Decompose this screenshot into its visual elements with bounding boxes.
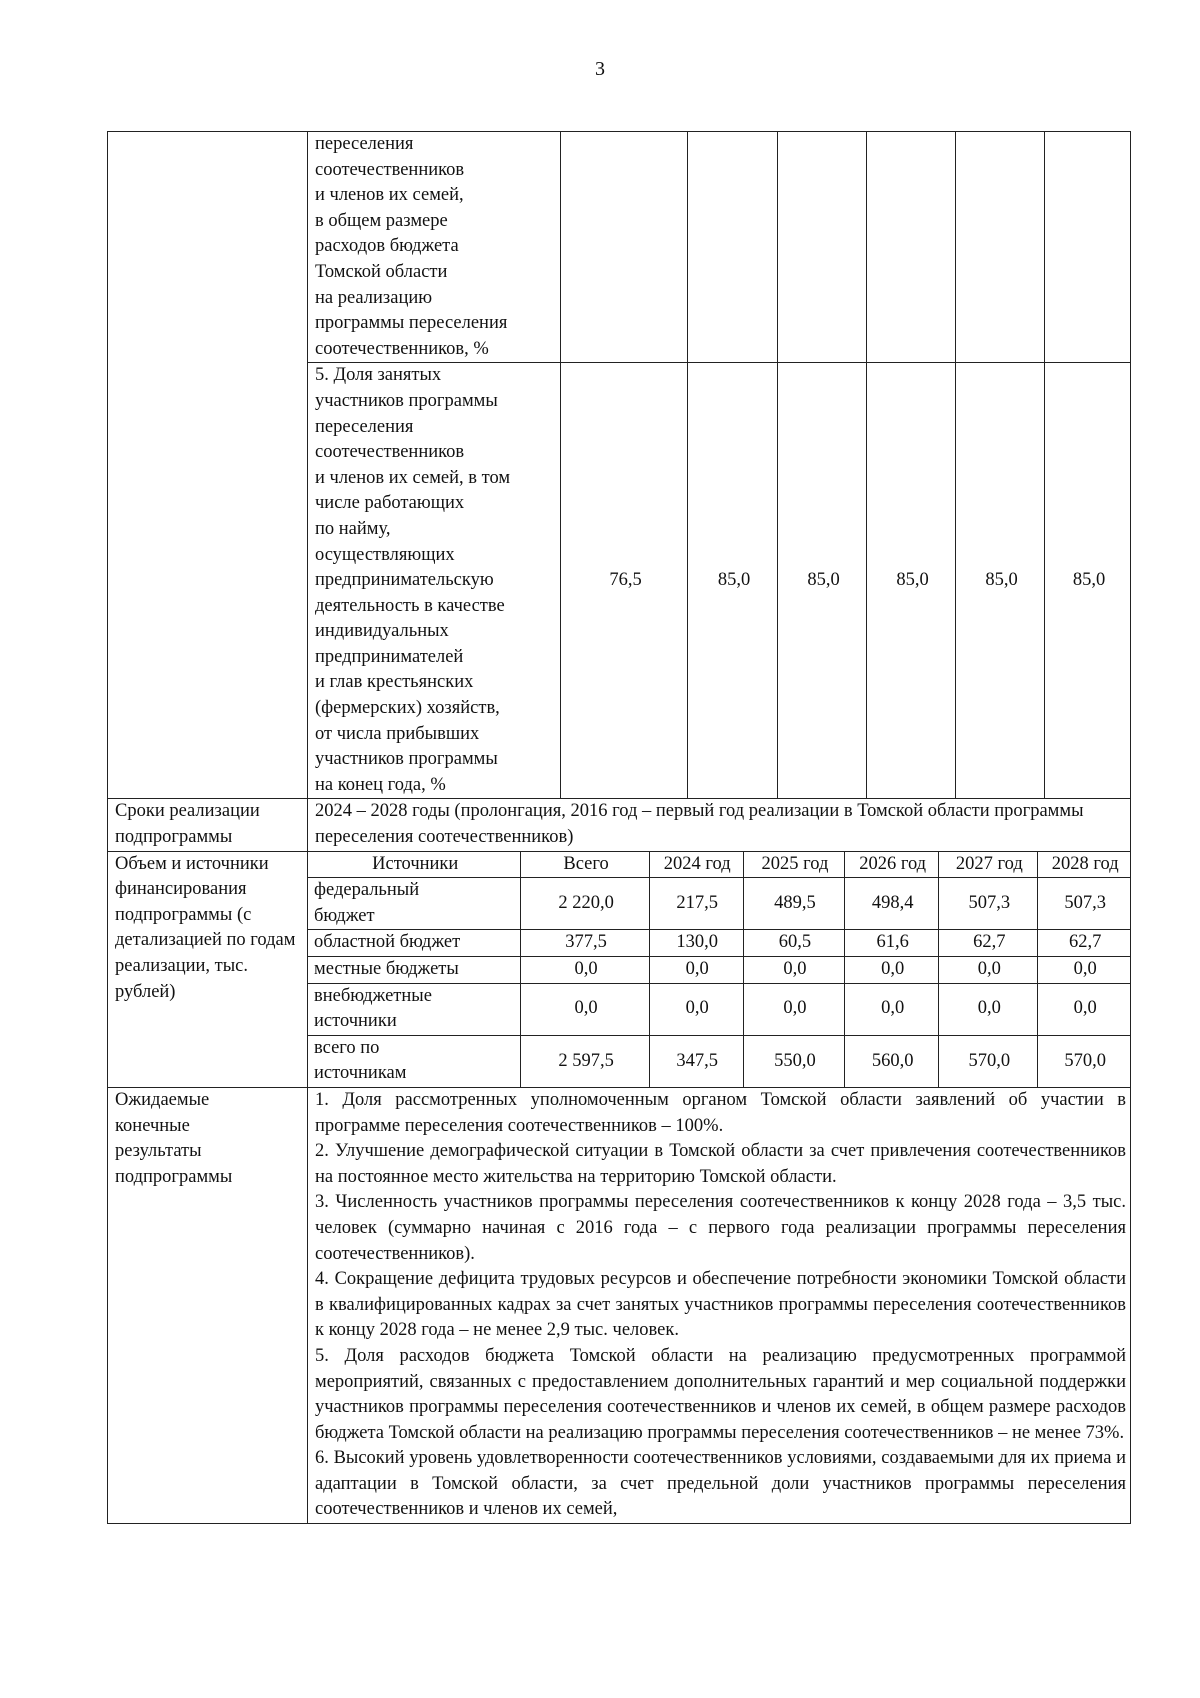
expected-result-item: 5. Доля расходов бюджета Томской области на реализацию предусмотренных программой мероприятий, связанных с предоставлением дополнительных гарантий и мер социальной поддержки участников программы переселения соотечественников и членов их семей, в общем размере расходов бюджета Томской области на реализацию программы переселения соотечественников – не менее 73%. [315, 1345, 1126, 1443]
financing-label: Объем и источники финансирования подпрограммы (с детализацией по годам реализации, тыс. рублей) [108, 851, 308, 1087]
financing-value: 0,0 [649, 957, 743, 984]
financing-header: Всего [521, 852, 649, 878]
timeline-text: 2024 – 2028 годы (пролонгация, 2016 год – первый год реализации в Томской области программы переселения соотечественников) [308, 799, 1131, 851]
financing-table-cell [308, 851, 1131, 1087]
indicator-5-value: 85,0 [688, 363, 778, 799]
financing-value: 62,7 [1038, 930, 1130, 957]
financing-value: 0,0 [743, 983, 844, 1035]
financing-value: 62,7 [939, 930, 1038, 957]
financing-value: 570,0 [939, 1035, 1038, 1087]
indicators-label-cell [108, 132, 308, 799]
financing-value: 130,0 [649, 930, 743, 957]
expected-result-item: 1. Доля рассмотренных уполномоченным органом Томской области заявлений об участии в программе переселения соотечественников – 100%. [315, 1089, 1126, 1136]
financing-header: 2028 год [1038, 852, 1130, 878]
financing-value: 377,5 [521, 930, 649, 957]
financing-source: всего по источникам [308, 1035, 521, 1087]
financing-table [308, 852, 1130, 1087]
page-number: 3 [595, 58, 605, 80]
financing-value: 560,0 [845, 1035, 939, 1087]
timeline-row [108, 799, 1131, 851]
financing-value: 489,5 [743, 878, 844, 930]
indicator-5-value: 85,0 [778, 363, 867, 799]
expected-result-item: 4. Сокращение дефицита трудовых ресурсов и обеспечение потребности экономики Томской области в квалифицированных кадрах за счет занятых участников программы переселения соотечественников к концу 2028 года – не менее 2,9 тыс. человек. [315, 1269, 1126, 1341]
financing-value: 0,0 [845, 957, 939, 984]
financing-header: 2026 год [845, 852, 939, 878]
financing-source: областной бюджет [308, 930, 521, 957]
expected-results-label: Ожидаемые конечные результаты подпрограммы [108, 1087, 308, 1523]
financing-value: 0,0 [521, 957, 649, 984]
financing-value: 570,0 [1038, 1035, 1130, 1087]
financing-value: 550,0 [743, 1035, 844, 1087]
financing-source: местные бюджеты [308, 957, 521, 984]
financing-value: 217,5 [649, 878, 743, 930]
financing-value: 60,5 [743, 930, 844, 957]
financing-row-federal [308, 878, 1130, 930]
indicator-4-value [867, 132, 956, 363]
financing-value: 0,0 [649, 983, 743, 1035]
financing-row-total [308, 1035, 1130, 1087]
financing-source: федеральный бюджет [308, 878, 521, 930]
indicator-5-name: 5. Доля занятых участников программы переселения соотечественников и членов их семей, в том числе работающих по найму, осуществляющих предпринимательскую деятельность в качестве индивидуальных предпринимателей и глав крестьянских (фермерских) хозяйств, от числа прибывших участников программы на конец года, % [308, 363, 561, 799]
expected-result-item: 2. Улучшение демографической ситуации в Томской области за счет привлечения соотечественников на постоянное место жительства на территорию Томской области. [315, 1141, 1126, 1187]
financing-value: 347,5 [649, 1035, 743, 1087]
financing-value: 2 220,0 [521, 878, 649, 930]
financing-value: 0,0 [939, 957, 1038, 984]
financing-value: 0,0 [743, 957, 844, 984]
financing-header-row [308, 852, 1130, 878]
financing-row-regional [308, 930, 1130, 957]
expected-result-item: 6. Высокий уровень удовлетворенности соотечественников условиями, создаваемыми для их приема и адаптации в Томской области, за счет предельной доли участников программы переселения соотечественников и членов их семей, [315, 1448, 1126, 1520]
indicator-5-value: 85,0 [956, 363, 1045, 799]
financing-value: 507,3 [939, 878, 1038, 930]
financing-value: 0,0 [521, 983, 649, 1035]
indicator-4-value [561, 132, 688, 363]
financing-value: 0,0 [845, 983, 939, 1035]
financing-value: 498,4 [845, 878, 939, 930]
indicator-5-value: 85,0 [1045, 363, 1131, 799]
indicator-4-value [1045, 132, 1131, 363]
expected-results-row [108, 1087, 1131, 1523]
expected-results-cell [308, 1087, 1131, 1523]
indicator-5-value: 85,0 [867, 363, 956, 799]
indicator-4-name: переселения соотечественников и членов их семей, в общем размере расходов бюджета Томской области на реализацию программы переселения соотечественников, % [308, 132, 561, 363]
passport-table [107, 131, 1131, 1524]
financing-header: 2024 год [649, 852, 743, 878]
indicator-4-value [956, 132, 1045, 363]
financing-value: 0,0 [1038, 957, 1130, 984]
financing-value: 61,6 [845, 930, 939, 957]
indicator-4-row [108, 132, 1131, 363]
expected-result-item: 3. Численность участников программы переселения соотечественников к концу 2028 года – 3,5 тыс. человек (суммарно начиная с 2016 года – с первого года реализации программы переселения соотечественников). [315, 1192, 1126, 1264]
timeline-label: Сроки реализации подпрограммы [108, 799, 308, 851]
financing-header: 2027 год [939, 852, 1038, 878]
indicator-4-value [688, 132, 778, 363]
financing-row-extrabudgetary [308, 983, 1130, 1035]
financing-value: 507,3 [1038, 878, 1130, 930]
financing-header: Источники [308, 852, 521, 878]
financing-source: внебюджетные источники [308, 983, 521, 1035]
financing-value: 2 597,5 [521, 1035, 649, 1087]
financing-header: 2025 год [743, 852, 844, 878]
indicator-4-value [778, 132, 867, 363]
financing-row [108, 851, 1131, 1087]
financing-value: 0,0 [939, 983, 1038, 1035]
indicator-5-value: 76,5 [561, 363, 688, 799]
financing-row-local [308, 957, 1130, 984]
financing-value: 0,0 [1038, 983, 1130, 1035]
